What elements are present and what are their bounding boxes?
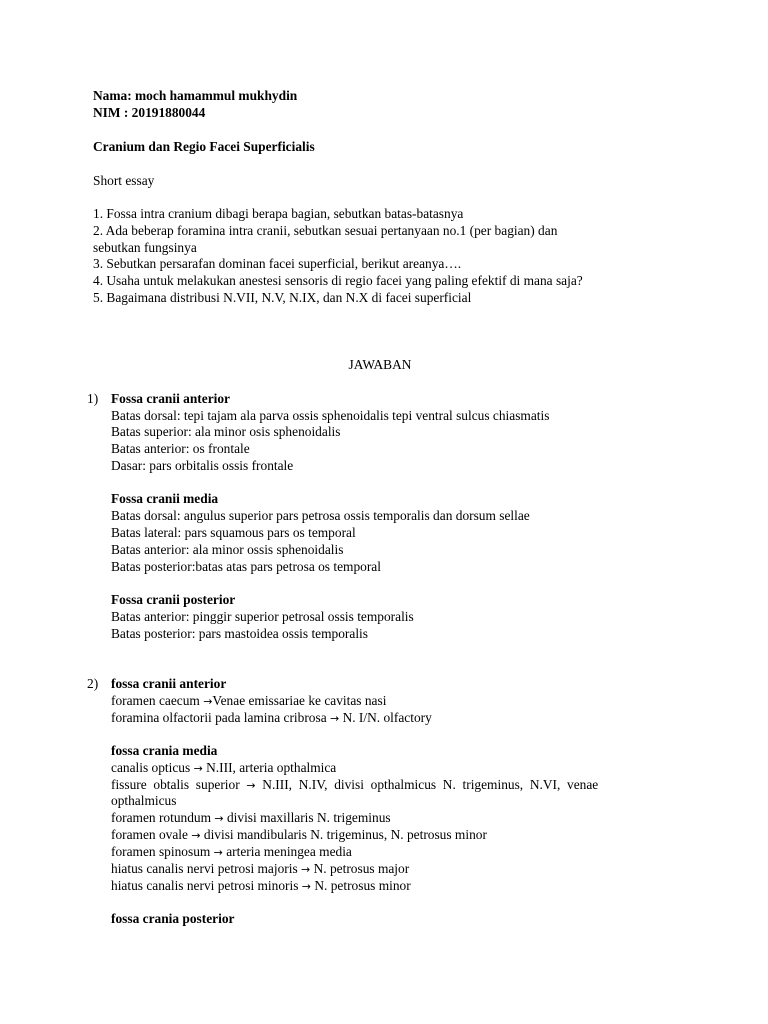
arrow-right-icon: → [246,779,256,792]
arrow-right-icon: → [301,880,311,893]
answer-2-anterior-line: foramen caecum →Venae emissariae ke cavitas nasi [111,693,387,708]
answers-heading: JAWABAN [348,357,412,372]
document-title: Cranium dan Regio Facei Superficialis [93,139,315,154]
answer-2-media-line: foramen spinosum → arteria meningea media [111,844,352,859]
question-2-continued: sebutkan fungsinya [93,240,197,255]
answer-1-media-line: Batas posterior:batas atas pars petrosa os temporal [111,559,381,574]
answer-2-media-line: foramen rotundum → divisi maxillaris N. trigeminus [111,810,391,825]
answer-2-posterior-heading: fossa crania posterior [111,911,235,926]
answer-2-anterior-heading: fossa cranii anterior [111,676,227,691]
document-subtitle: Short essay [93,173,155,188]
arrow-right-icon: → [330,712,340,725]
answer-2-media-line: fissure obtalis superior → N.III, N.IV, divisi opthalmicus N. trigeminus, N.VI, venae [111,777,599,792]
student-name: Nama: moch hamammul mukhydin [93,88,298,103]
question-5: 5. Bagaimana distribusi N.VII, N.V, N.IX, dan N.X di facei superficial [93,290,472,305]
student-nim: NIM : 20191880044 [93,105,206,120]
answer-1-posterior-line: Batas posterior: pars mastoidea ossis temporalis [111,626,368,641]
answer-2-media-heading: fossa crania media [111,743,218,758]
answer-1-media-heading: Fossa cranii media [111,491,219,506]
answer-1-number: 1) [87,391,99,406]
question-4: 4. Usaha untuk melakukan anestesi sensoris di regio facei yang paling efektif di mana saja? [93,273,583,288]
answer-1-media-line: Batas dorsal: angulus superior pars petrosa ossis temporalis dan dorsum sellae [111,508,530,523]
answer-2-anterior-line: foramina olfactorii pada lamina cribrosa → N. I/N. olfactory [111,710,432,725]
answer-2-media-line: opthalmicus [111,793,177,808]
answer-2-media-line: hiatus canalis nervi petrosi majoris → N. petrosus major [111,861,410,876]
arrow-right-icon: → [213,846,223,859]
arrow-right-icon: → [193,762,203,775]
answer-1-media-line: Batas lateral: pars squamous pars os temporal [111,525,356,540]
arrow-right-icon: → [203,695,213,708]
answer-1-anterior-line: Batas dorsal: tepi tajam ala parva ossis sphenoidalis tepi ventral sulcus chiasmatis [111,408,550,423]
answer-2-media-line: hiatus canalis nervi petrosi minoris → N. petrosus minor [111,878,411,893]
answer-2-media-line: canalis opticus → N.III, arteria opthalmica [111,760,337,775]
question-3: 3. Sebutkan persarafan dominan facei superficial, berikut areanya…. [93,256,462,271]
arrow-right-icon: → [301,863,311,876]
answer-1-anterior-heading: Fossa cranii anterior [111,391,231,406]
arrow-right-icon: → [191,829,201,842]
answer-1-media-line: Batas anterior: ala minor ossis sphenoidalis [111,542,344,557]
answer-1-posterior-line: Batas anterior: pinggir superior petrosal ossis temporalis [111,609,414,624]
question-2: 2. Ada beberap foramina intra cranii, sebutkan sesuai pertanyaan no.1 (per bagian) dan [93,223,558,238]
answer-1-anterior-line: Dasar: pars orbitalis ossis frontale [111,458,294,473]
answer-2-number: 2) [87,676,99,691]
answer-1-anterior-line: Batas anterior: os frontale [111,441,250,456]
answer-2-media-line: foramen ovale → divisi mandibularis N. trigeminus, N. petrosus minor [111,827,487,842]
arrow-right-icon: → [214,812,224,825]
question-1: 1. Fossa intra cranium dibagi berapa bagian, sebutkan batas-batasnya [93,206,464,221]
answer-1-anterior-line: Batas superior: ala minor osis sphenoidalis [111,424,341,439]
answer-1-posterior-heading: Fossa cranii posterior [111,592,236,607]
